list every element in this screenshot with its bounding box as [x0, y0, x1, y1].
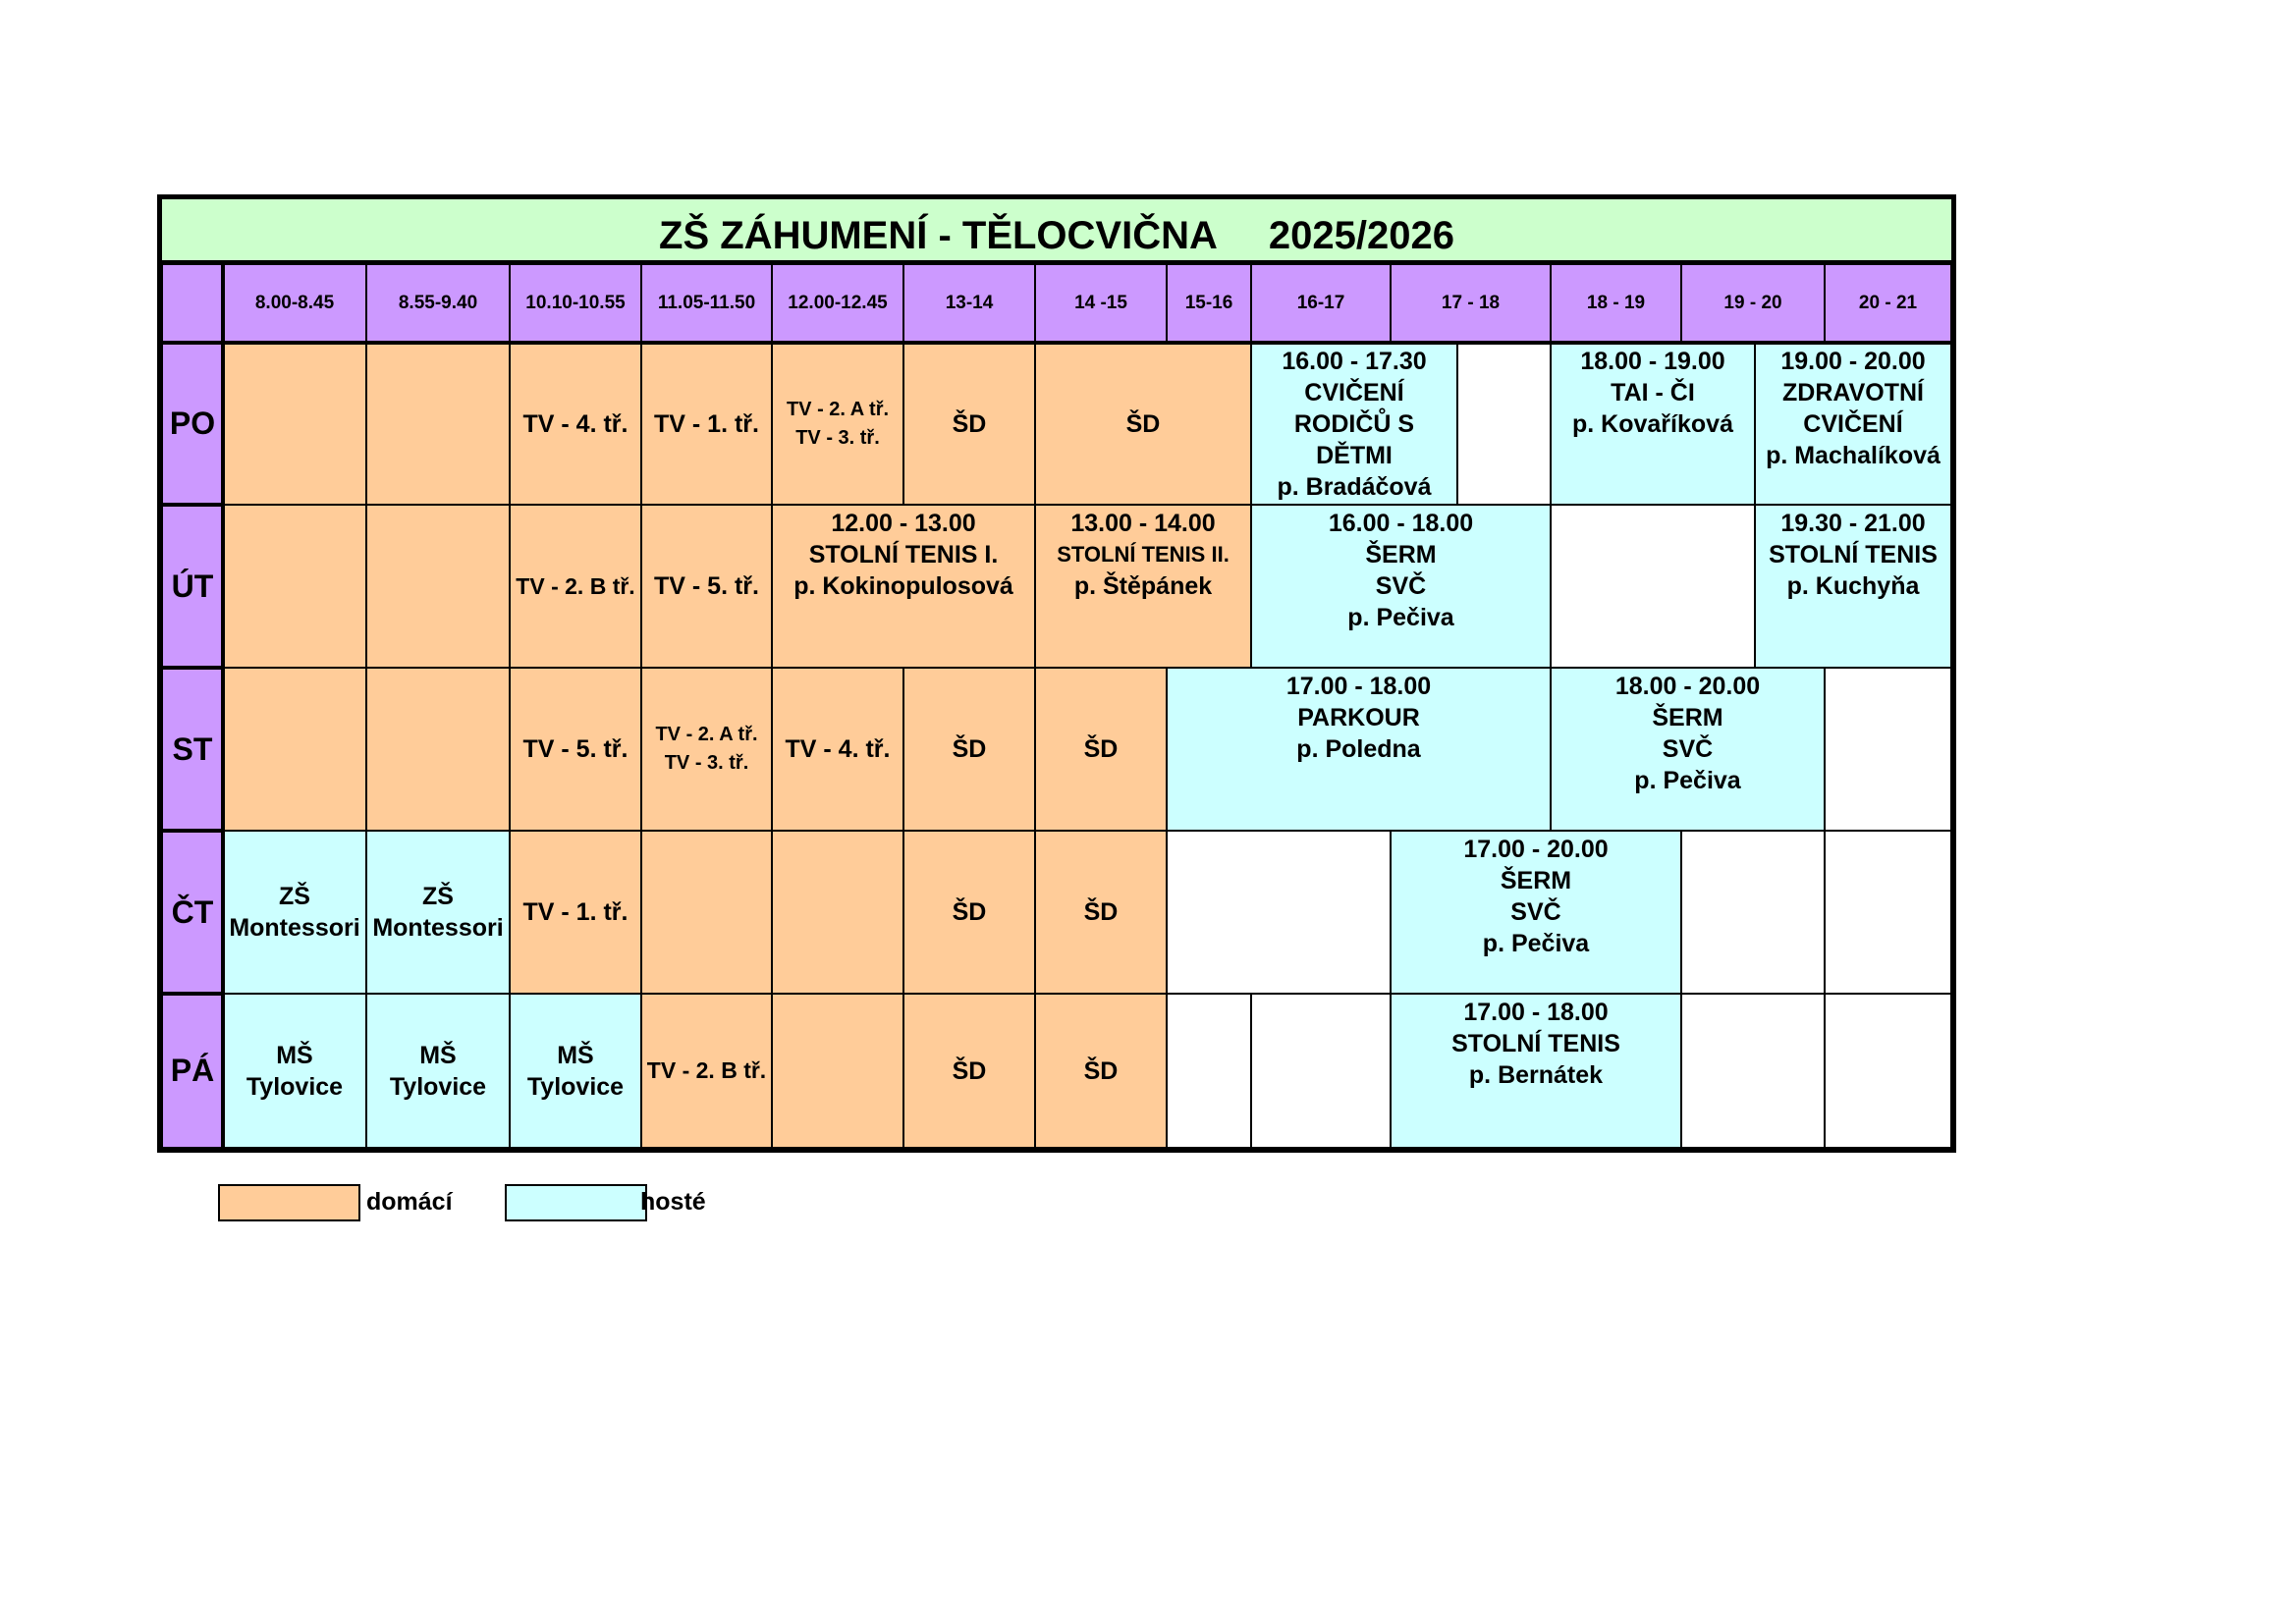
day-label: ČT	[162, 831, 223, 994]
event-line: ŠERM	[1365, 541, 1437, 568]
time-slot: 13-14	[903, 264, 1035, 343]
cell-line: Montessori	[229, 914, 360, 942]
schedule-cell	[366, 831, 510, 994]
title-year: 2025/2026	[1268, 214, 1454, 257]
event-line: PARKOUR	[1297, 704, 1420, 731]
time-slot: 17 - 18	[1391, 264, 1551, 343]
schedule-cell: TV - 1. tř.	[641, 343, 772, 505]
event-line: TAI - ČI	[1611, 379, 1695, 406]
header-divider	[162, 341, 1951, 345]
schedule-cell: TV - 2. B tř.	[510, 505, 641, 668]
event-line: SVČ	[1662, 735, 1714, 763]
row-divider	[162, 992, 223, 996]
event-line: STOLNÍ TENIS	[1769, 541, 1938, 568]
header-corner	[162, 264, 223, 343]
schedule-cell-empty	[1825, 668, 1951, 831]
legend-swatch-guests	[505, 1184, 647, 1221]
schedule-cell	[223, 994, 366, 1148]
event-time: 18.00 - 20.00	[1614, 673, 1761, 700]
day-label: PO	[162, 343, 223, 505]
schedule-cell	[641, 668, 772, 831]
event-cell	[1755, 505, 1951, 668]
schedule-cell-empty	[1551, 505, 1755, 668]
event-leader: p. Bernátek	[1468, 1061, 1604, 1089]
schedule-cell-empty	[1681, 831, 1825, 994]
schedule-cell-empty	[366, 505, 510, 668]
schedule-cell-empty	[1167, 831, 1391, 994]
schedule-cell-empty	[223, 343, 366, 505]
schedule-cell: ŠD	[1035, 343, 1251, 505]
schedule-cell: ŠD	[903, 831, 1035, 994]
event-line: SVČ	[1375, 572, 1427, 600]
event-cell	[1251, 343, 1457, 505]
row-divider	[162, 666, 223, 670]
event-time: 12.00 - 13.00	[831, 510, 976, 537]
schedule-cell: TV - 2. B tř.	[641, 994, 772, 1148]
time-slot: 19 - 20	[1681, 264, 1825, 343]
time-slot: 15-16	[1167, 264, 1251, 343]
cell-line: MŠ	[276, 1041, 313, 1069]
schedule-cell-empty	[772, 994, 903, 1148]
schedule-cell: TV - 4. tř.	[510, 343, 641, 505]
schedule-cell: ŠD	[903, 994, 1035, 1148]
event-cell	[1755, 343, 1951, 505]
schedule-table	[157, 194, 1956, 1153]
schedule-cell	[366, 994, 510, 1148]
event-line: ŠERM	[1500, 867, 1572, 894]
cell-line: TV - 3. tř.	[795, 426, 880, 449]
cell-line: MŠ	[419, 1041, 457, 1069]
schedule-cell-empty	[1681, 994, 1825, 1148]
schedule-cell-empty	[1825, 994, 1951, 1148]
event-leader: p. Kuchyňa	[1786, 572, 1920, 600]
event-cell	[1391, 994, 1681, 1148]
time-slot: 10.10-10.55	[510, 264, 641, 343]
cell-line: TV - 2. A tř.	[786, 398, 890, 420]
schedule-cell-empty	[366, 668, 510, 831]
event-time: 17.00 - 18.00	[1285, 673, 1432, 700]
event-line: ŠERM	[1652, 704, 1723, 731]
event-cell	[772, 505, 1035, 668]
time-slot: 14 -15	[1035, 264, 1167, 343]
cell-line: MŠ	[557, 1041, 594, 1069]
schedule-cell: TV - 5. tř.	[510, 668, 641, 831]
time-slot: 20 - 21	[1825, 264, 1951, 343]
event-time: 18.00 - 19.00	[1580, 348, 1725, 375]
event-cell	[1167, 668, 1551, 831]
time-slot: 18 - 19	[1551, 264, 1681, 343]
event-time: 17.00 - 18.00	[1463, 999, 1609, 1026]
event-leader: p. Machalíková	[1766, 442, 1941, 469]
column-divider	[221, 264, 225, 1148]
day-label: ÚT	[162, 505, 223, 668]
event-line: STOLNÍ TENIS II.	[1057, 542, 1230, 567]
time-slot: 12.00-12.45	[772, 264, 903, 343]
schedule-title	[162, 199, 1951, 264]
legend-label-home: domácí	[366, 1188, 453, 1216]
event-line: STOLNÍ TENIS	[1451, 1030, 1620, 1057]
time-slot: 11.05-11.50	[641, 264, 772, 343]
event-time: 13.00 - 14.00	[1070, 510, 1216, 537]
schedule-cell-empty	[1457, 343, 1551, 505]
cell-line: TV - 2. A tř.	[655, 724, 758, 745]
cell-line: ZŠ	[422, 883, 454, 910]
time-slot: 8.00-8.45	[223, 264, 366, 343]
schedule-cell-empty	[223, 668, 366, 831]
time-slot: 8.55-9.40	[366, 264, 510, 343]
cell-line: Tylovice	[526, 1072, 625, 1101]
row-divider	[162, 503, 223, 507]
schedule-cell: ŠD	[1035, 994, 1167, 1148]
schedule-cell: TV - 5. tř.	[641, 505, 772, 668]
legend-label-guests: hosté	[640, 1188, 706, 1216]
cell-line: Tylovice	[246, 1072, 344, 1101]
schedule-cell-empty	[1167, 994, 1251, 1148]
schedule-cell	[510, 994, 641, 1148]
event-time: 17.00 - 20.00	[1463, 836, 1609, 863]
event-time: 19.30 - 21.00	[1780, 510, 1926, 537]
schedule-cell: ŠD	[1035, 668, 1167, 831]
schedule-cell: ŠD	[903, 668, 1035, 831]
event-line: STOLNÍ TENIS I.	[808, 541, 999, 568]
schedule-cell: TV - 4. tř.	[772, 668, 903, 831]
event-leader: p. Pečiva	[1347, 604, 1454, 631]
event-line: CVIČENÍ	[1803, 410, 1903, 438]
cell-line: Montessori	[372, 914, 504, 942]
schedule-cell-empty	[1825, 831, 1951, 994]
event-line: SVČ	[1510, 898, 1561, 926]
event-cell	[1391, 831, 1681, 994]
row-divider	[162, 829, 223, 833]
event-leader: p. Pečiva	[1482, 930, 1590, 957]
event-leader: p. Štěpánek	[1073, 572, 1213, 600]
event-cell	[1035, 505, 1251, 668]
schedule-cell	[223, 831, 366, 994]
event-leader: p. Poledna	[1296, 735, 1421, 763]
schedule-cell-empty	[223, 505, 366, 668]
event-leader: p. Pečiva	[1634, 767, 1741, 794]
event-cell	[1251, 505, 1551, 668]
event-line: ZDRAVOTNÍ	[1782, 379, 1924, 406]
time-slot: 16-17	[1251, 264, 1391, 343]
event-cell	[1551, 668, 1825, 831]
event-time: 16.00 - 17.30	[1282, 348, 1427, 375]
schedule-cell: ŠD	[903, 343, 1035, 505]
schedule-cell-empty	[641, 831, 772, 994]
event-leader: p. Kokinopulosová	[793, 572, 1013, 600]
cell-line: Tylovice	[389, 1072, 487, 1101]
event-time: 19.00 - 20.00	[1780, 348, 1926, 375]
day-label: ST	[162, 668, 223, 831]
day-label: PÁ	[162, 994, 223, 1148]
schedule-cell: ŠD	[1035, 831, 1167, 994]
schedule-cell: TV - 1. tř.	[510, 831, 641, 994]
event-line: DĚTMI	[1316, 442, 1393, 469]
event-time: 16.00 - 18.00	[1328, 510, 1474, 537]
event-cell	[1551, 343, 1755, 505]
event-line: CVIČENÍ	[1304, 379, 1404, 406]
event-leader: p. Kovaříková	[1572, 410, 1733, 438]
schedule-cell	[772, 343, 903, 505]
title-name: ZŠ ZÁHUMENÍ - TĚLOCVIČNA	[659, 214, 1218, 257]
legend-swatch-home	[218, 1184, 360, 1221]
cell-line: ZŠ	[279, 883, 310, 910]
schedule-cell-empty	[772, 831, 903, 994]
schedule-cell-empty	[366, 343, 510, 505]
event-leader: p. Bradáčová	[1277, 473, 1432, 501]
schedule-cell-empty	[1251, 994, 1391, 1148]
event-line: RODIČŮ S	[1293, 410, 1415, 438]
cell-line: TV - 3. tř.	[664, 752, 749, 774]
